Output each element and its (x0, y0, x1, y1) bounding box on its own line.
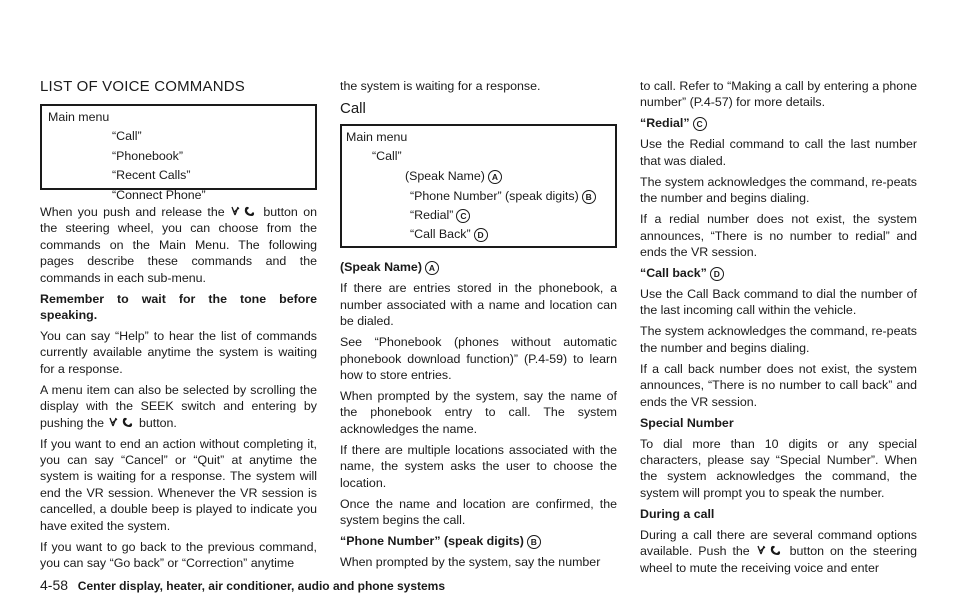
talk-phone-icon (108, 416, 136, 428)
paragraph-phonebook-entries: If there are entries stored in the phonebook, a number associated with a name and location can be dialed. (340, 281, 617, 329)
menu-item-call: “Call” (372, 149, 402, 164)
paragraph-go-back: If you want to go back to the previous command, you can say “Go back” or “Correction” anytime (40, 539, 317, 571)
menu-header: Main menu (346, 130, 408, 145)
column-2 (340, 78, 617, 575)
column-1 (40, 78, 317, 576)
column-3 (640, 78, 917, 581)
footer-title: Center display, heater, air conditioner, audio and phone systems (77, 579, 446, 593)
paragraph-callback-none: If a call back number does not exist, the system announces, “There is no number to call back” and ends the VR session. (640, 361, 917, 409)
heading-redial: “Redial” C (640, 115, 917, 131)
badge-a: A (425, 261, 439, 275)
badge-b: B (527, 535, 541, 549)
paragraph-redial-command: Use the Redial command to call the last number that was dialed. (640, 137, 917, 168)
page-number: 4-58 (40, 577, 69, 593)
paragraph-during-call: During a call there are several command options available. Push the button on the steering wheel to mute the receiving voice and enter (640, 527, 917, 575)
paragraph-help: You can say “Help” to hear the list of commands currently available anytime the system is waiting for a response. (40, 329, 317, 376)
paragraph-callback-ack: The system acknowledges the command, re-peats the number and begins dialing. (640, 324, 917, 355)
menu-item-recent-calls: “Recent Calls” (112, 168, 191, 182)
menu-header: Main menu (48, 110, 110, 124)
paragraph-redial-ack: The system acknowledges the command, re-peats the number and begins dialing. (640, 174, 917, 206)
call-menu-box (340, 124, 617, 248)
paragraph-continued: the system is waiting for a response. (340, 79, 541, 93)
paragraph-seek: A menu item can also be selected by scrolling the display with the SEEK switch and entering by pushing the button. (40, 382, 317, 430)
paragraph-special-number: To dial more than 10 digits or any special characters, please say “Special Number”. When the system acknowledges the command, the system will prompt you to speak the number. (640, 436, 917, 500)
menu-item-phone-number: “Phone Number” (speak digits) B (410, 188, 596, 204)
section-title-voice-commands: LIST OF VOICE COMMANDS (40, 78, 245, 95)
menu-item-speak-name: (Speak Name) A (405, 168, 502, 184)
badge-d: D (710, 267, 724, 281)
paragraph-continued: to call. Refer to “Making a call by entering a phone number” (P.4-57) for more details. (640, 79, 917, 110)
menu-item-connect-phone: “Connect Phone” (112, 187, 206, 202)
badge-c: C (456, 209, 470, 223)
paragraph-prompted-number: When prompted by the system, say the number (340, 555, 601, 570)
heading-speak-name: (Speak Name) A (340, 259, 617, 275)
heading-during-call: During a call (640, 506, 715, 521)
menu-item-call-back: “Call Back” D (410, 226, 488, 242)
section-title-call: Call (340, 100, 366, 118)
paragraph-multiple-locations: If there are multiple locations associated with the name, the system asks the user to choose the location. (340, 442, 617, 490)
main-menu-box (40, 104, 317, 202)
badge-a: A (488, 170, 502, 184)
paragraph-see-phonebook: See “Phonebook (phones without automatic phonebook download function)” (P.4-59) to learn how to store entries. (340, 335, 617, 383)
badge-b: B (582, 190, 596, 204)
paragraph-confirmed: Once the name and location are confirmed, the system begins the call. (340, 496, 617, 528)
page-footer (40, 577, 445, 593)
paragraph-callback-command: Use the Call Back command to dial the number of the last incoming call within the vehicle. (640, 287, 917, 318)
paragraph-prompted-name: When prompted by the system, say the name of the phonebook entry to call. The system acknowledges the name. (340, 389, 617, 436)
talk-phone-icon (756, 544, 784, 556)
menu-item-call: “Call” (112, 129, 142, 143)
talk-phone-icon (230, 205, 258, 217)
paragraph-wait-tone: Remember to wait for the tone before speaking. (40, 291, 317, 323)
badge-d: D (474, 228, 488, 242)
heading-phone-number: “Phone Number” (speak digits) B (340, 533, 617, 549)
heading-call-back: “Call back” D (640, 265, 917, 281)
paragraph-push-release: When you push and release the button on the steering wheel, you can choose from the commands on the Main Menu. The following pages describe these commands and the commands in each sub-menu. (40, 205, 317, 285)
heading-special-number: Special Number (640, 415, 734, 430)
menu-item-redial: “Redial” C (410, 207, 470, 223)
badge-c: C (693, 117, 707, 131)
paragraph-cancel: If you want to end an action without completing it, you can say “Cancel” or “Quit” at anytime the system is waiting for a response. The system will end the VR session. Whenever the VR session is cancelled, a double beep is played to indicate you have exited the system. (40, 436, 317, 533)
menu-item-phonebook: “Phonebook” (112, 148, 183, 163)
paragraph-redial-none: If a redial number does not exist, the system announces, “There is no number to redial” and ends the VR session. (640, 212, 917, 260)
